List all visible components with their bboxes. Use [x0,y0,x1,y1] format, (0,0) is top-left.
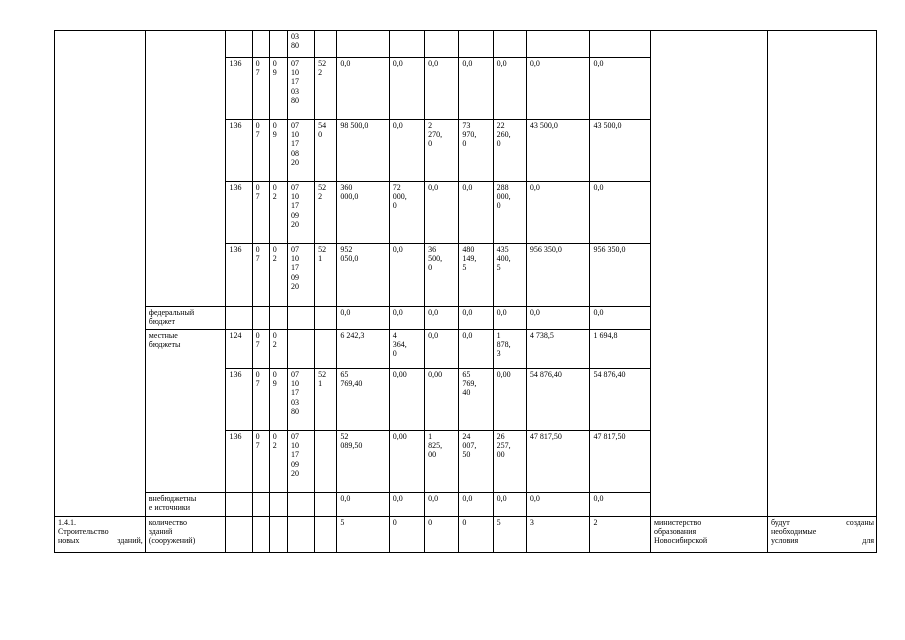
value-cell [337,31,389,58]
grbs-cell: 136 [226,120,252,182]
section-name-cell [55,31,146,517]
value-cell: 4 364, 0 [389,330,424,369]
grbs-cell [226,517,252,553]
value-cell: 288 000, 0 [493,182,526,244]
vr-cell [315,307,337,330]
value-cell: 956 350,0 [526,244,590,307]
grbs-cell: 136 [226,431,252,493]
value-cell: 0,00 [389,369,424,431]
result-line: условия для [770,536,874,546]
grbs-cell [226,493,252,517]
result-line: необходимые [770,527,817,537]
grbs-cell [226,307,252,330]
grbs-cell: 136 [226,244,252,307]
value-cell: 0,0 [526,307,590,330]
value-cell: 0,0 [459,182,493,244]
value-cell: 0 [389,517,424,553]
rz-cell: 0 7 [252,244,269,307]
rz-cell: 0 7 [252,369,269,431]
value-cell: 24 007, 50 [459,431,493,493]
vr-cell: 52 1 [315,369,337,431]
value-cell: 0,0 [459,307,493,330]
value-cell: 0,0 [493,58,526,120]
pr-cell: 0 9 [269,369,287,431]
vr-cell [315,330,337,369]
value-cell: 1 694,8 [590,330,651,369]
funding-source-cell [145,31,226,307]
value-cell: 6 242,3 [337,330,389,369]
executor-cell [650,31,767,517]
csr-cell: 07 10 17 03 80 [287,369,314,431]
table-row [55,517,877,553]
funding-source-cell: федеральный бюджет [145,307,226,330]
rz-cell: 0 7 [252,120,269,182]
indicator-cell: количество зданий (сооружений) [145,517,226,553]
value-cell: 2 [590,517,651,553]
pr-cell: 0 2 [269,431,287,493]
vr-cell [315,517,337,553]
vr-cell [315,493,337,517]
value-cell: 0,0 [459,58,493,120]
value-cell: 65 769,40 [337,369,389,431]
csr-cell [287,517,314,553]
grbs-cell: 136 [226,182,252,244]
rz-cell: 0 7 [252,330,269,369]
csr-cell [287,330,314,369]
result-cell [767,31,876,517]
value-cell: 5 [337,517,389,553]
value-cell: 4 738,5 [526,330,590,369]
grbs-cell: 136 [226,58,252,120]
value-cell [459,31,493,58]
activity-name-line: 1.4.1. [58,518,76,527]
value-cell: 0,0 [425,307,459,330]
value-cell: 36 500, 0 [425,244,459,307]
vr-cell: 54 0 [315,120,337,182]
activity-name-line: Строительство [58,527,109,537]
value-cell: 0,0 [590,493,651,517]
value-cell: 22 260, 0 [493,120,526,182]
rz-cell: 0 7 [252,431,269,493]
funding-source-cell: местные бюджеты [145,330,226,493]
rz-cell [252,517,269,553]
csr-cell [287,493,314,517]
value-cell: 360 000,0 [337,182,389,244]
activity-name-line: новых зданий, [58,536,143,546]
pr-cell: 0 9 [269,58,287,120]
value-cell [493,31,526,58]
value-cell: 2 270, 0 [425,120,459,182]
pr-cell [269,307,287,330]
value-cell: 52 089,50 [337,431,389,493]
pr-cell: 0 9 [269,120,287,182]
value-cell: 0,0 [425,330,459,369]
value-cell: 0,00 [389,431,424,493]
vr-cell [315,31,337,58]
value-cell [425,31,459,58]
grbs-cell: 124 [226,330,252,369]
value-cell: 0,0 [526,182,590,244]
value-cell: 435 400, 5 [493,244,526,307]
value-cell: 0,0 [389,493,424,517]
value-cell: 0,0 [389,307,424,330]
value-cell: 43 500,0 [590,120,651,182]
value-cell: 54 876,40 [590,369,651,431]
funding-source-cell: внебюджетны е источники [145,493,226,517]
value-cell: 47 817,50 [590,431,651,493]
value-cell: 0,00 [493,369,526,431]
csr-cell [287,307,314,330]
csr-cell: 07 10 17 08 20 [287,120,314,182]
vr-cell: 52 2 [315,182,337,244]
pr-cell [269,517,287,553]
value-cell: 0,0 [493,493,526,517]
value-cell: 98 500,0 [337,120,389,182]
vr-cell [315,431,337,493]
value-cell: 0,0 [590,58,651,120]
value-cell: 0,0 [459,330,493,369]
value-cell [526,31,590,58]
pr-cell [269,31,287,58]
value-cell: 54 876,40 [526,369,590,431]
csr-cell: 07 10 17 09 20 [287,244,314,307]
csr-cell: 03 80 [287,31,314,58]
value-cell: 47 817,50 [526,431,590,493]
rz-cell [252,31,269,58]
value-cell: 0,0 [526,493,590,517]
grbs-cell [226,31,252,58]
financing-table [54,30,877,553]
value-cell: 0,0 [389,120,424,182]
value-cell: 43 500,0 [526,120,590,182]
rz-cell: 0 7 [252,182,269,244]
value-cell: 26 257, 00 [493,431,526,493]
rz-cell: 0 7 [252,58,269,120]
value-cell: 0,0 [493,307,526,330]
pr-cell [269,493,287,517]
value-cell: 952 050,0 [337,244,389,307]
value-cell: 0 [425,517,459,553]
rz-cell [252,307,269,330]
value-cell: 65 769, 40 [459,369,493,431]
value-cell: 0,0 [590,182,651,244]
executor-cell: министерство образования Новосибирской [650,517,767,553]
value-cell [590,31,651,58]
value-cell: 3 [526,517,590,553]
value-cell: 0,0 [425,58,459,120]
vr-cell: 52 2 [315,58,337,120]
result-cell [767,517,876,553]
pr-cell: 0 2 [269,182,287,244]
value-cell: 0,0 [337,58,389,120]
vr-cell: 52 1 [315,244,337,307]
value-cell: 0,0 [389,244,424,307]
value-cell: 0,0 [425,182,459,244]
pr-cell: 0 2 [269,330,287,369]
rz-cell [252,493,269,517]
value-cell: 1 825, 00 [425,431,459,493]
value-cell: 0,0 [337,493,389,517]
value-cell: 0 [459,517,493,553]
value-cell: 72 000, 0 [389,182,424,244]
value-cell: 480 149, 5 [459,244,493,307]
activity-name-cell [55,517,146,553]
value-cell: 1 878, 3 [493,330,526,369]
pr-cell: 0 2 [269,244,287,307]
table-row [55,31,877,58]
value-cell: 0,0 [337,307,389,330]
result-line: будут созданы [770,518,874,527]
value-cell: 956 350,0 [590,244,651,307]
value-cell: 5 [493,517,526,553]
value-cell: 73 970, 0 [459,120,493,182]
csr-cell: 07 10 17 09 20 [287,431,314,493]
value-cell: 0,0 [459,493,493,517]
csr-cell: 07 10 17 03 80 [287,58,314,120]
value-cell: 0,0 [526,58,590,120]
value-cell: 0,0 [389,58,424,120]
value-cell: 0,0 [590,307,651,330]
value-cell: 0,00 [425,369,459,431]
value-cell [389,31,424,58]
grbs-cell: 136 [226,369,252,431]
value-cell: 0,0 [425,493,459,517]
csr-cell: 07 10 17 09 20 [287,182,314,244]
